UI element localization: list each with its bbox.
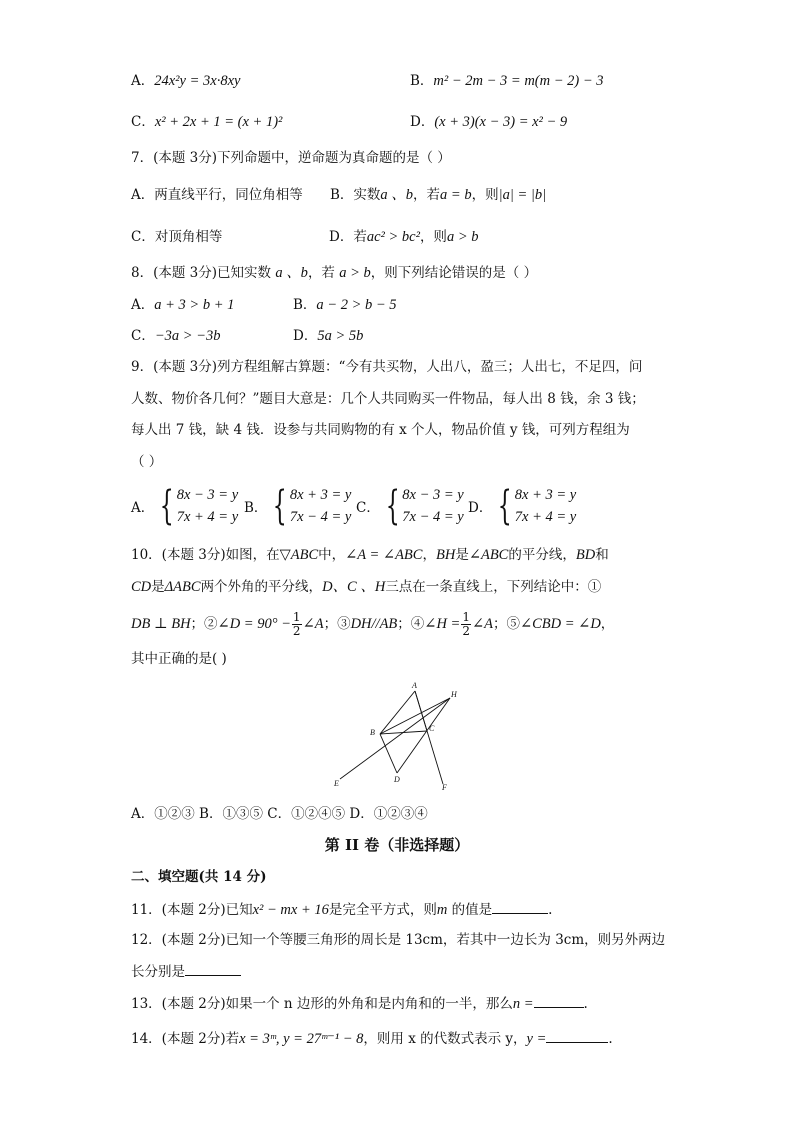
option-label: D． bbox=[293, 328, 318, 344]
q9-option-d bbox=[468, 484, 576, 528]
text: 两个外角的平分线， bbox=[200, 579, 323, 595]
text: ， bbox=[600, 616, 615, 632]
q6-option-b bbox=[410, 71, 604, 91]
option-label: C． bbox=[131, 328, 155, 344]
text: 长分别是 bbox=[131, 964, 185, 980]
fraction-one-half bbox=[461, 611, 471, 638]
equation: 8x − 3 = y bbox=[402, 487, 464, 503]
q9-line-2: 人数、物价各几何？”题目大意是：几个人共同购买一件物品，每人出 8 钱，余 3 钱； bbox=[131, 391, 645, 407]
math: ∠CBD = ∠D bbox=[519, 616, 601, 632]
math: ▽ABC bbox=[279, 547, 319, 563]
text: 14．(本题 2分)若 bbox=[131, 1031, 240, 1047]
math: ∠ABC bbox=[468, 547, 509, 563]
line-b-d bbox=[380, 734, 397, 773]
line-d-h bbox=[397, 698, 450, 773]
numerator: 1 bbox=[462, 610, 470, 624]
q14 bbox=[131, 1028, 613, 1049]
point-label-a: A bbox=[412, 681, 417, 690]
math: a = b bbox=[440, 187, 472, 203]
math: x = 3ᵐ, y = 27ᵐ⁻¹ − 8 bbox=[239, 1031, 364, 1047]
text: B．实数 bbox=[330, 187, 381, 203]
text: . bbox=[583, 996, 588, 1012]
answer-blank[interactable] bbox=[185, 961, 241, 976]
q9-line-3: 每人出 7 钱，缺 4 钱．设参与共同购物的有 x 个人，物品价值 y 钱，可列方程组为 bbox=[131, 422, 630, 438]
q7-option-b bbox=[330, 185, 546, 205]
line-e-b-c-h bbox=[340, 698, 450, 779]
math: BD bbox=[575, 547, 596, 563]
section-2-heading: 二、填空题(共 14 分) bbox=[131, 869, 267, 885]
q10-line-4: 其中正确的是( ) bbox=[131, 651, 227, 667]
q8-stem bbox=[131, 263, 537, 283]
equation: 7x − 4 = y bbox=[289, 509, 352, 525]
point-label-b: B bbox=[370, 728, 375, 737]
brace: { bbox=[498, 483, 513, 529]
math: a + 3 > b + 1 bbox=[154, 297, 235, 313]
line-a-f bbox=[415, 691, 443, 784]
q7-option-a: A．两直线平行，同位角相等 bbox=[131, 187, 303, 203]
q12-line-1: 12．(本题 2分)已知一个等腰三角形的周长是 13cm，若其中一边长为 3cm，则另外两边 bbox=[131, 932, 666, 948]
q6-option-b-expr: m² − 2m − 3 = m(m − 2) − 3 bbox=[433, 73, 604, 89]
text: 的平分线， bbox=[508, 547, 576, 563]
brace: { bbox=[273, 483, 288, 529]
q9-line-4: （ ） bbox=[131, 454, 163, 470]
text: 8．(本题 3分)已知实数 bbox=[131, 265, 272, 281]
point-label-c: C bbox=[429, 724, 435, 733]
equation: 7x − 4 = y bbox=[402, 509, 464, 525]
q11 bbox=[131, 899, 552, 920]
q8-option-b bbox=[293, 295, 397, 315]
math: m bbox=[436, 902, 448, 918]
q6-option-a-expr: 24x²y = 3x·8xy bbox=[154, 73, 241, 89]
q6-option-a bbox=[131, 71, 240, 91]
equation-system bbox=[158, 484, 238, 528]
q6-option-c-expr: x² + 2x + 1 = (x + 1)² bbox=[154, 114, 283, 130]
math: a > b bbox=[446, 229, 479, 245]
text: ， bbox=[422, 547, 436, 563]
q10-line-2 bbox=[131, 577, 601, 597]
text: ，则 bbox=[471, 187, 499, 203]
answer-blank[interactable] bbox=[492, 899, 548, 914]
text: 是 bbox=[151, 579, 165, 595]
text: ；④ bbox=[397, 616, 425, 632]
q12-line-2 bbox=[131, 961, 241, 982]
text: ；② bbox=[190, 616, 218, 632]
text: D．若 bbox=[329, 229, 367, 245]
answer-blank[interactable] bbox=[534, 993, 584, 1008]
brace: { bbox=[385, 483, 400, 529]
q10-geometry-figure bbox=[330, 678, 470, 794]
q9-option-a bbox=[131, 484, 238, 528]
q10-options: A．①②③ B．①③⑤ C．①②④⑤ D．①②③④ bbox=[131, 806, 428, 822]
math: DH//AB bbox=[350, 616, 398, 632]
math: n = bbox=[512, 996, 534, 1012]
brace: { bbox=[159, 483, 174, 529]
q6-option-d bbox=[410, 112, 567, 132]
point-label-f: F bbox=[442, 783, 447, 792]
q7-option-d bbox=[329, 227, 478, 247]
q8-option-c bbox=[131, 326, 220, 346]
q7-stem: 7．(本题 3分)下列命题中，逆命题为真命题的是（ ） bbox=[131, 150, 451, 166]
math: |a| = |b| bbox=[498, 187, 547, 203]
text: 是 bbox=[455, 547, 469, 563]
option-label: C． bbox=[356, 500, 380, 516]
q13 bbox=[131, 993, 588, 1014]
math: ∠H = bbox=[424, 616, 461, 632]
equation-system bbox=[271, 484, 351, 528]
q9-option-c bbox=[356, 484, 464, 528]
option-label: A． bbox=[131, 73, 155, 89]
math: a 、b bbox=[380, 187, 414, 203]
text: 中， bbox=[318, 547, 346, 563]
text: 10．(本题 3分)如图，在 bbox=[131, 547, 280, 563]
equation: 7x + 4 = y bbox=[514, 509, 577, 525]
text: 的值是 bbox=[451, 902, 493, 918]
math: ∠A bbox=[471, 616, 493, 632]
math: −3a > −3b bbox=[154, 328, 221, 344]
q6-option-c bbox=[131, 112, 282, 132]
point-label-h: H bbox=[451, 690, 457, 699]
text: ，若 bbox=[413, 187, 441, 203]
option-label: B． bbox=[244, 500, 268, 516]
math: ac² > bc² bbox=[366, 229, 420, 245]
text: 和 bbox=[595, 547, 609, 563]
equation: 8x − 3 = y bbox=[176, 487, 239, 503]
text: ；⑤ bbox=[492, 616, 520, 632]
math: CD bbox=[131, 579, 152, 595]
fraction-one-half bbox=[292, 611, 302, 638]
equation-system bbox=[384, 484, 464, 528]
answer-blank[interactable] bbox=[546, 1028, 608, 1043]
math: D、C 、H bbox=[322, 579, 386, 595]
line-b-h bbox=[380, 698, 450, 734]
option-label: A． bbox=[131, 297, 155, 313]
math: ∠A bbox=[302, 616, 324, 632]
math: DB ⊥ BH bbox=[131, 616, 191, 632]
text: . bbox=[608, 1031, 613, 1047]
option-label: B． bbox=[293, 297, 317, 313]
option-label: D． bbox=[468, 500, 493, 516]
denominator: 2 bbox=[292, 624, 301, 638]
text: 11．(本题 2分)已知 bbox=[131, 902, 253, 918]
point-label-e: E bbox=[334, 779, 339, 788]
math: BH bbox=[435, 547, 456, 563]
point-label-d: D bbox=[394, 775, 400, 784]
math: a > b bbox=[339, 265, 371, 281]
equation: 8x + 3 = y bbox=[514, 487, 577, 503]
q9-line-1: 9．(本题 3分)列方程组解古算题：“今有共买物，人出八，盈三；人出七，不足四，问 bbox=[131, 359, 643, 375]
text: ，若 bbox=[307, 265, 335, 281]
text: 13．(本题 2分)如果一个 n 边形的外角和是内角和的一半，那么 bbox=[131, 996, 513, 1012]
math: y = bbox=[526, 1031, 547, 1047]
math: a 、b bbox=[275, 265, 308, 281]
part-2-title: 第 II 卷（非选择题） bbox=[324, 836, 470, 854]
q8-option-d bbox=[293, 326, 363, 346]
math: ∠A = ∠ABC bbox=[345, 547, 423, 563]
q9-option-b bbox=[244, 484, 351, 528]
q6-option-d-expr: (x + 3)(x − 3) = x² − 9 bbox=[434, 114, 568, 130]
equation: 8x + 3 = y bbox=[289, 487, 352, 503]
text: ；③ bbox=[323, 616, 351, 632]
math: ∠D = 90° − bbox=[217, 616, 291, 632]
option-label: C． bbox=[131, 114, 155, 130]
math: ΔABC bbox=[164, 579, 201, 595]
text: ，则 bbox=[419, 229, 447, 245]
q10-line-3 bbox=[131, 611, 614, 638]
option-label: D． bbox=[410, 114, 435, 130]
text: . bbox=[548, 902, 553, 918]
text: 三点在一条直线上，下列结论中：① bbox=[385, 579, 602, 595]
q8-option-a bbox=[131, 295, 234, 315]
q7-option-c: C．对顶角相等 bbox=[131, 229, 223, 245]
equation: 7x + 4 = y bbox=[176, 509, 239, 525]
denominator: 2 bbox=[462, 624, 470, 638]
q10-line-1 bbox=[131, 545, 609, 565]
math: x² − mx + 16 bbox=[252, 902, 329, 918]
text: ，则用 x 的代数式表示 y， bbox=[363, 1031, 527, 1047]
option-label: A． bbox=[131, 500, 155, 516]
math: a − 2 > b − 5 bbox=[316, 297, 397, 313]
numerator: 1 bbox=[292, 610, 301, 624]
option-label: B． bbox=[410, 73, 434, 89]
text: ，则下列结论错误的是（ ） bbox=[370, 265, 538, 281]
equation-system bbox=[496, 484, 576, 528]
math: 5a > 5b bbox=[317, 328, 364, 344]
text: 是完全平方式，则 bbox=[328, 902, 437, 918]
